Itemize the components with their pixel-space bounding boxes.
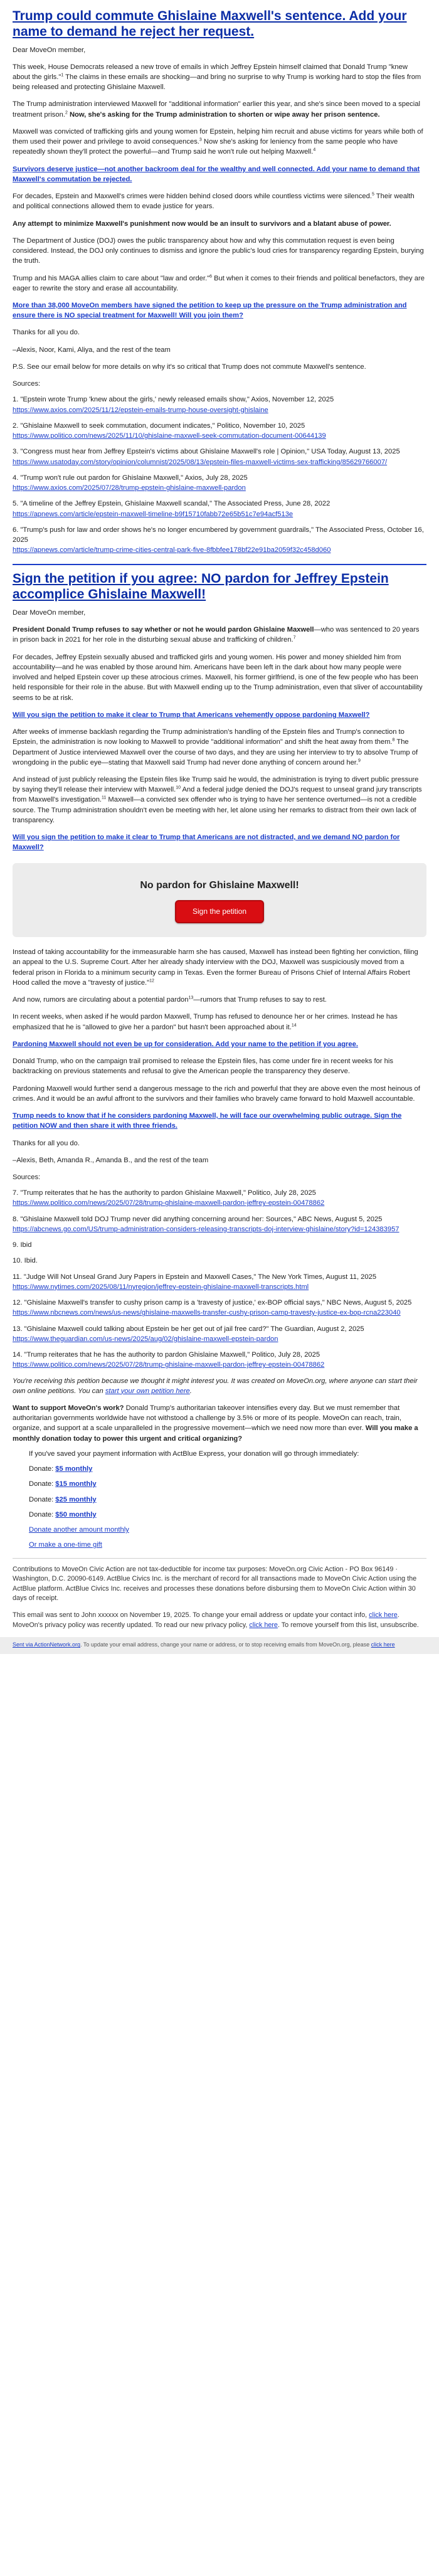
bottom-footer-bar: Sent via ActionNetwork.org. To update your email address, change your name or address, or to stop receiving emails from MoveOn.org, please click here [0, 1637, 439, 1654]
public-outrage-link[interactable]: Trump needs to know that if he considers pardoning Maxwell, he will face our overwhelming public outrage. Sign the petition NOW and then share it with three friends. [13, 1112, 402, 1130]
donate-intro: Want to support MoveOn's work? Donald Trump's authoritarian takeover intensifies every day. But we must remember that authoritarian governments worldwide have not withstood a challenge by 3.5% or more of its people. MoveOn can reach, train, organize, and support at a scale unparalleled in the progressive movement—which we need now more than ever. Will you make a monthly donation today to power this urgent and critical organizing? [13, 1404, 418, 1443]
source-link[interactable]: https://www.politico.com/news/2025/07/28/trump-ghislaine-maxwell-pardon-jeffrey-epstein-00478862 [13, 1361, 325, 1369]
source-link[interactable]: https://www.nytimes.com/2025/08/11/nyregion/jeffrey-epstein-ghislaine-maxwell-transcripts.html [13, 1283, 309, 1291]
pardon-consideration-link[interactable]: Pardoning Maxwell should not even be up for consideration. Add your name to the petition if you agree. [13, 1040, 358, 1048]
donate-5-monthly-link[interactable]: $5 monthly [55, 1465, 93, 1473]
petition-box-title: No pardon for Ghislaine Maxwell! [140, 879, 299, 891]
donate-option: Donate: $25 monthly [29, 1495, 97, 1503]
source-item: 6. "Trump's push for law and order shows he's no longer encumbered by government guardrails," The Associated Press, October 16, 2025 https://apnews.com/article/trump-crime-cities-central-park-five-8fbbfee178bf22e91ba2059f32c458d060 [13, 526, 424, 554]
paragraph-6: Any attempt to minimize Maxwell's punishment now would be an insult to survivors and a blatant abuse of power. [13, 220, 391, 228]
source-link[interactable]: https://www.politico.com/news/2025/11/10/ghislaine-maxwell-seek-commutation-document-00644139 [13, 432, 326, 440]
source-link[interactable]: https://www.axios.com/2025/11/12/epstein-emails-trump-house-oversight-ghislaine [13, 406, 268, 414]
paragraph-q11: Donald Trump, who on the campaign trail promised to release the Epstein files, has come under fire in recent weeks for his backtracking on previous statements and refusal to give the American people the transparency they deserve. [13, 1057, 393, 1076]
source-item: 7. "Trump reiterates that he has the authority to pardon Ghislaine Maxwell," Politico, July 28, 2025 https://www.politico.com/news/2025/07/28/trump-ghislaine-maxwell-pardon-jeffrey-epstein-00478862 [13, 1189, 325, 1207]
email-headline-2[interactable]: Sign the petition if you agree: NO pardon for Jeffrey Epstein accomplice Ghislaine Maxwell! [13, 571, 389, 602]
paragraph-q4: After weeks of immense backlash regarding the Trump administration's handling of the Epstein files and Trump's connection to Epstein, the administration is now looking to Maxwell to provide "additional information" and shift the heat away from them.$^8$ The Department of Justice interviewed Maxwell over the course of two days, and they are using her interview to try to absolve Trump of wrongdoing in the public eye—stating that Maxwell said Trump had never done anything of concern around her.$^9$ [13, 728, 418, 766]
source-item: 9. Ibid [13, 1241, 32, 1249]
donate-option: Donate: $50 monthly [29, 1510, 97, 1519]
donate-another-item [29, 1525, 426, 1535]
paragraph-q5: And instead of just publicly releasing the Epstein files like Trump said he would, the administration is trying to divert public pressure by saying they'll release their interview with Maxwell.$^{10}$ And a federal judge denied the DOJ's request to unseal grand jury transcripts from Maxwell's investigation.$^{11}$ Maxwell—a convicted sex offender who is trying to have her sentence overturned—is not a credible source. The Trump administration shouldn't even be meeting with her, let alone using her remarks to distract from their own lack of transparency. [13, 776, 422, 824]
donate-option: Donate: $5 monthly [29, 1465, 93, 1473]
update-contact-link[interactable]: click here [369, 1611, 398, 1619]
unsubscribe-link[interactable]: click here [371, 1641, 395, 1648]
source-item: 5. "A timeline of the Jeffrey Epstein, Ghislaine Maxwell scandal," The Associated Press, June 28, 2022 https://apnews.com/article/epstein-maxwell-timeline-b9f15710fabb72e65b51c7e94acf513e [13, 500, 331, 518]
source-item: 2. "Ghislaine Maxwell to seek commutation, document indicates," Politico, November 10, 2025 https://www.politico.com/news/2025/11/10/ghislaine-maxwell-seek-commutation-document-00644139 [13, 421, 326, 440]
source-item: 13. "Ghislaine Maxwell could talking about Epstein be her get out of jail free card?" The Guardian, August 2, 2025 https://www.theguardian.com/us-news/2025/aug/02/ghislaine-maxwell-epstein-pardon [13, 1325, 364, 1343]
donate-another-amount-link[interactable]: Donate another amount monthly [29, 1526, 129, 1534]
paragraph-2: The Trump administration interviewed Maxwell for "additional information" earlier this year, and she's since been moved to a special treatment prison.$^2$ Now, she's asking for the Trump administration to shorten or wipe away her prison sentence. [13, 100, 420, 119]
source-link[interactable]: https://abcnews.go.com/US/trump-administration-considers-releasing-transcripts-doj-interview-ghislaine/story?id=124383957 [13, 1225, 399, 1233]
paragraph-q12: Pardoning Maxwell would further send a dangerous message to the rich and powerful that they are above even the most heinous of crimes. And it would be an awful affront to the survivors and their families who bravely came forward to hold Maxwell accountable. [13, 1084, 420, 1103]
donate-15-monthly-link[interactable]: $15 monthly [55, 1480, 97, 1488]
survivors-petition-link[interactable]: Survivors deserve justice—not another backroom deal for the wealthy and well connected. Add your name to demand that Maxwell's commutation be rejected. [13, 165, 420, 183]
source-link[interactable]: https://www.theguardian.com/us-news/2025/aug/02/ghislaine-maxwell-epstein-pardon [13, 1335, 278, 1343]
join-petition-link[interactable]: More than 38,000 MoveOn members have signed the petition to keep up the pressure on the Trump administration and ensure there is NO special treatment for Maxwell! Will you join them? [13, 301, 407, 320]
section-divider [13, 564, 426, 565]
receiving-notice: You're receiving this petition because we thought it might interest you. It was created on MoveOn.org, where anyone can start their own online petitions. You can start your own petition here. [13, 1377, 418, 1395]
source-link[interactable]: https://www.nbcnews.com/news/us-news/ghislaine-maxwells-transfer-cushy-prison-camp-travesty-justice-ex-bop-rcna223040 [13, 1309, 401, 1317]
source-link[interactable]: https://www.politico.com/news/2025/07/28/trump-ghislaine-maxwell-pardon-jeffrey-epstein-00478862 [13, 1199, 325, 1207]
source-link[interactable]: https://www.axios.com/2025/07/28/trump-epstein-ghislaine-maxwell-pardon [13, 484, 246, 492]
source-item: 11. "Judge Will Not Unseal Grand Jury Papers in Epstein and Maxwell Cases," The New York Times, August 11, 2025 https://www.nytimes.com/2025/08/11/nyregion/jeffrey-epstein-ghislaine-maxwell-transcripts.html [13, 1273, 377, 1291]
start-petition-link[interactable]: start your own petition here [105, 1387, 190, 1395]
sources-label: Sources: [13, 380, 41, 388]
paragraph-8: Trump and his MAGA allies claim to care about "law and order."$^6$ But when it comes to their friends and political benefactors, they are eager to rewrite the story and erase all accountability. [13, 273, 425, 292]
source-item: 3. "Congress must hear from Jeffrey Epstein's victims about Ghislaine Maxwell's role | Opinion," USA Today, August 13, 2025 https://www.usatoday.com/story/opinion/columnist/2025/08/13/epstein-files-maxwell-victims-sex-trafficking/85629766007/ [13, 448, 400, 466]
source-item: 10. Ibid. [13, 1257, 38, 1265]
thanks: Thanks for all you do. [13, 329, 80, 337]
source-item: 12. "Ghislaine Maxwell's transfer to cushy prison camp is a 'travesty of justice,' ex-BOP official says," NBC News, August 5, 2025 https://www.nbcnews.com/news/us-news/ghislaine-maxwells-transfer-cushy-prison-camp-travesty-justice-ex-bop-rcna223040 [13, 1299, 412, 1317]
paragraph-q7: Instead of taking accountability for the immeasurable harm she has caused, Maxwell has instead been fighting her conviction, filing an appeal to the U.S. Supreme Court. After her already shady interview with the DOJ, Maxwell was suspiciously moved from a federal prison in Florida to a minimum security camp in Texas. Even the former Bureau of Prisons Chief of Internal Affairs Robert Hood called the move a "travesty of justice."$^{12}$ [13, 948, 418, 987]
paragraph-1: This week, House Democrats released a new trove of emails in which Jeffrey Epstein himself claimed that Donald Trump "knew about the girls."$^1$ The claims in these emails are shocking—and bring no surprise to why Trump is working hard to stop the files from being released and protecting Ghislaine Maxwell. [13, 63, 421, 92]
paragraph-q9: In recent weeks, when asked if he would pardon Maxwell, Trump has refused to denounce her or her crimes. Instead he has emphasized that he is "allowed to give her a pardon" but hasn't been approached about it.$^{14}$ [13, 1013, 398, 1031]
donate-50-monthly-link[interactable]: $50 monthly [55, 1510, 97, 1519]
source-link[interactable]: https://apnews.com/article/trump-crime-cities-central-park-five-8fbbfee178bf22e91ba2059f32c458d060 [13, 546, 331, 554]
donate-options [13, 1449, 426, 1550]
sources-list-2 [13, 1172, 426, 1370]
sources-list-1 [13, 379, 426, 555]
paragraph-7: The Department of Justice (DOJ) owes the public transparency about how and why this commutation request is even being considered. Instead, the DOJ only continues to dismiss and ignore the public's loud cries for transparency regarding Epstein, burying the truth. [13, 236, 424, 265]
source-item: 14. "Trump reiterates that he has the authority to pardon Ghislaine Maxwell," Politico, July 28, 2025 https://www.politico.com/news/2025/07/28/trump-ghislaine-maxwell-pardon-jeffrey-epstein-00478862 [13, 1351, 325, 1369]
one-time-item [29, 1540, 426, 1550]
donate-option: Donate: $15 monthly [29, 1480, 97, 1488]
actionnetwork-link[interactable]: Sent via ActionNetwork.org [13, 1641, 81, 1648]
not-distracted-link[interactable]: Will you sign the petition to make it clear to Trump that Americans are not distracted, and we demand NO pardon for Maxwell? [13, 834, 400, 852]
source-item: 1. "Epstein wrote Trump 'knew about the girls,' newly released emails show," Axios, November 12, 2025 https://www.axios.com/2025/11/12/epstein-emails-trump-house-oversight-ghislaine [13, 396, 334, 414]
donate-25-monthly-link[interactable]: $25 monthly [55, 1495, 97, 1503]
footer-divider [13, 1558, 426, 1559]
source-link[interactable]: https://www.usatoday.com/story/opinion/columnist/2025/08/13/epstein-files-maxwell-victims-sex-trafficking/85629766007/ [13, 458, 388, 466]
signoff-2: –Alexis, Beth, Amanda R., Amanda B., and the rest of the team [13, 1156, 209, 1164]
greeting: Dear MoveOn member, [13, 46, 86, 54]
source-item: 8. "Ghislaine Maxwell told DOJ Trump never did anything concerning around her: Sources," ABC News, August 5, 2025 https://abcnews.go.com/US/trump-administration-considers-releasing-transcripts-doj-interview-ghislaine/story?id=124383957 [13, 1215, 399, 1233]
postscript: P.S. See our email below for more details on why it's so critical that Trump does not commute Maxwell's sentence. [13, 363, 366, 371]
sign-petition-button[interactable]: Sign the petition [175, 900, 264, 923]
donate-saved-info: If you've saved your payment information with ActBlue Express, your donation will go through immediately: [29, 1450, 359, 1458]
oppose-pardon-link[interactable]: Will you sign the petition to make it clear to Trump that Americans vehemently oppose pardoning Maxwell? [13, 711, 370, 719]
thanks-2: Thanks for all you do. [13, 1139, 80, 1147]
one-time-gift-link[interactable]: Or make a one-time gift [29, 1541, 102, 1549]
paragraph-q2: For decades, Jeffrey Epstein sexually abused and trafficked girls and young women. His power and money shielded him from accountability—and he was enabled by those around him. Americans have been left in the dark about how many people were involved and helped Epstein cover up these atrocious crimes. Maxwell, his former girlfriend, is one of the few people who has been held responsible for their role in the abuse. But with Maxwell ending up to the Trump administration, even that sliver of accountability seems to be at risk. [13, 653, 423, 702]
email-headline[interactable]: Trump could commute Ghislaine Maxwell's sentence. Add your name to demand he reject her request. [13, 9, 407, 39]
email-sent-notice: This email was sent to John xxxxxx on November 19, 2025. To change your email address or update your contact info, click here. MoveOn's privacy policy was recently updated. To read our new privacy policy, click here. To remove yourself from this list, unsubscribe. [13, 1611, 419, 1629]
signoff: –Alexis, Noor, Kami, Aliya, and the rest of the team [13, 346, 171, 354]
sources-label-2: Sources: [13, 1173, 41, 1181]
petition-callout-box [13, 863, 426, 938]
paragraph-q1: President Donald Trump refuses to say whether or not he would pardon Ghislaine Maxwell—who was sentenced to 20 years in prison back in 2021 for her role in the disturbing sexual abuse and trafficking of children.$^7$ [13, 626, 420, 644]
source-item: 4. "Trump won't rule out pardon for Ghislaine Maxwell," Axios, July 28, 2025 https://www.axios.com/2025/07/28/trump-epstein-ghislaine-maxwell-pardon [13, 474, 248, 492]
greeting-2: Dear MoveOn member, [13, 608, 86, 617]
donate-section [13, 1403, 426, 1550]
privacy-policy-link[interactable]: click here [249, 1621, 278, 1629]
paragraph-q8: And now, rumors are circulating about a potential pardon$^{13}$—rumors that Trump refuses to say to rest. [13, 995, 327, 1004]
source-link[interactable]: https://apnews.com/article/epstein-maxwell-timeline-b9f15710fabb72e65b51c7e94acf513e [13, 510, 294, 518]
paragraph-3: Maxwell was convicted of trafficking girls and young women for Epstein, helping him recruit and abuse victims for years while both of them used their power and privilege to avoid consequences.$^3$ Now she's asking for leniency from the same people who have repeatedly shown they'll protect the powerful—and Trump said he won't rule out helping Maxwell.$^4$ [13, 127, 423, 156]
paragraph-5: For decades, Epstein and Maxwell's crimes were hidden behind closed doors while countless victims were silenced.$^5$ Their wealth and political connections allowed them to evade justice for years. [13, 192, 415, 211]
legal-disclaimer: Contributions to MoveOn Civic Action are not tax-deductible for income tax purposes: MoveOn.org Civic Action - PO Box 96149 · Washington, D.C. 20090-6149. ActBlue Civics Inc. is the merchant of record for all transactions made to MoveOn Civic Action using the ActBlue platform. ActBlue Civics Inc. receives and processes these donations before disbursing them to MoveOn Civic Action within 30 days of receipt. [13, 1565, 417, 1603]
